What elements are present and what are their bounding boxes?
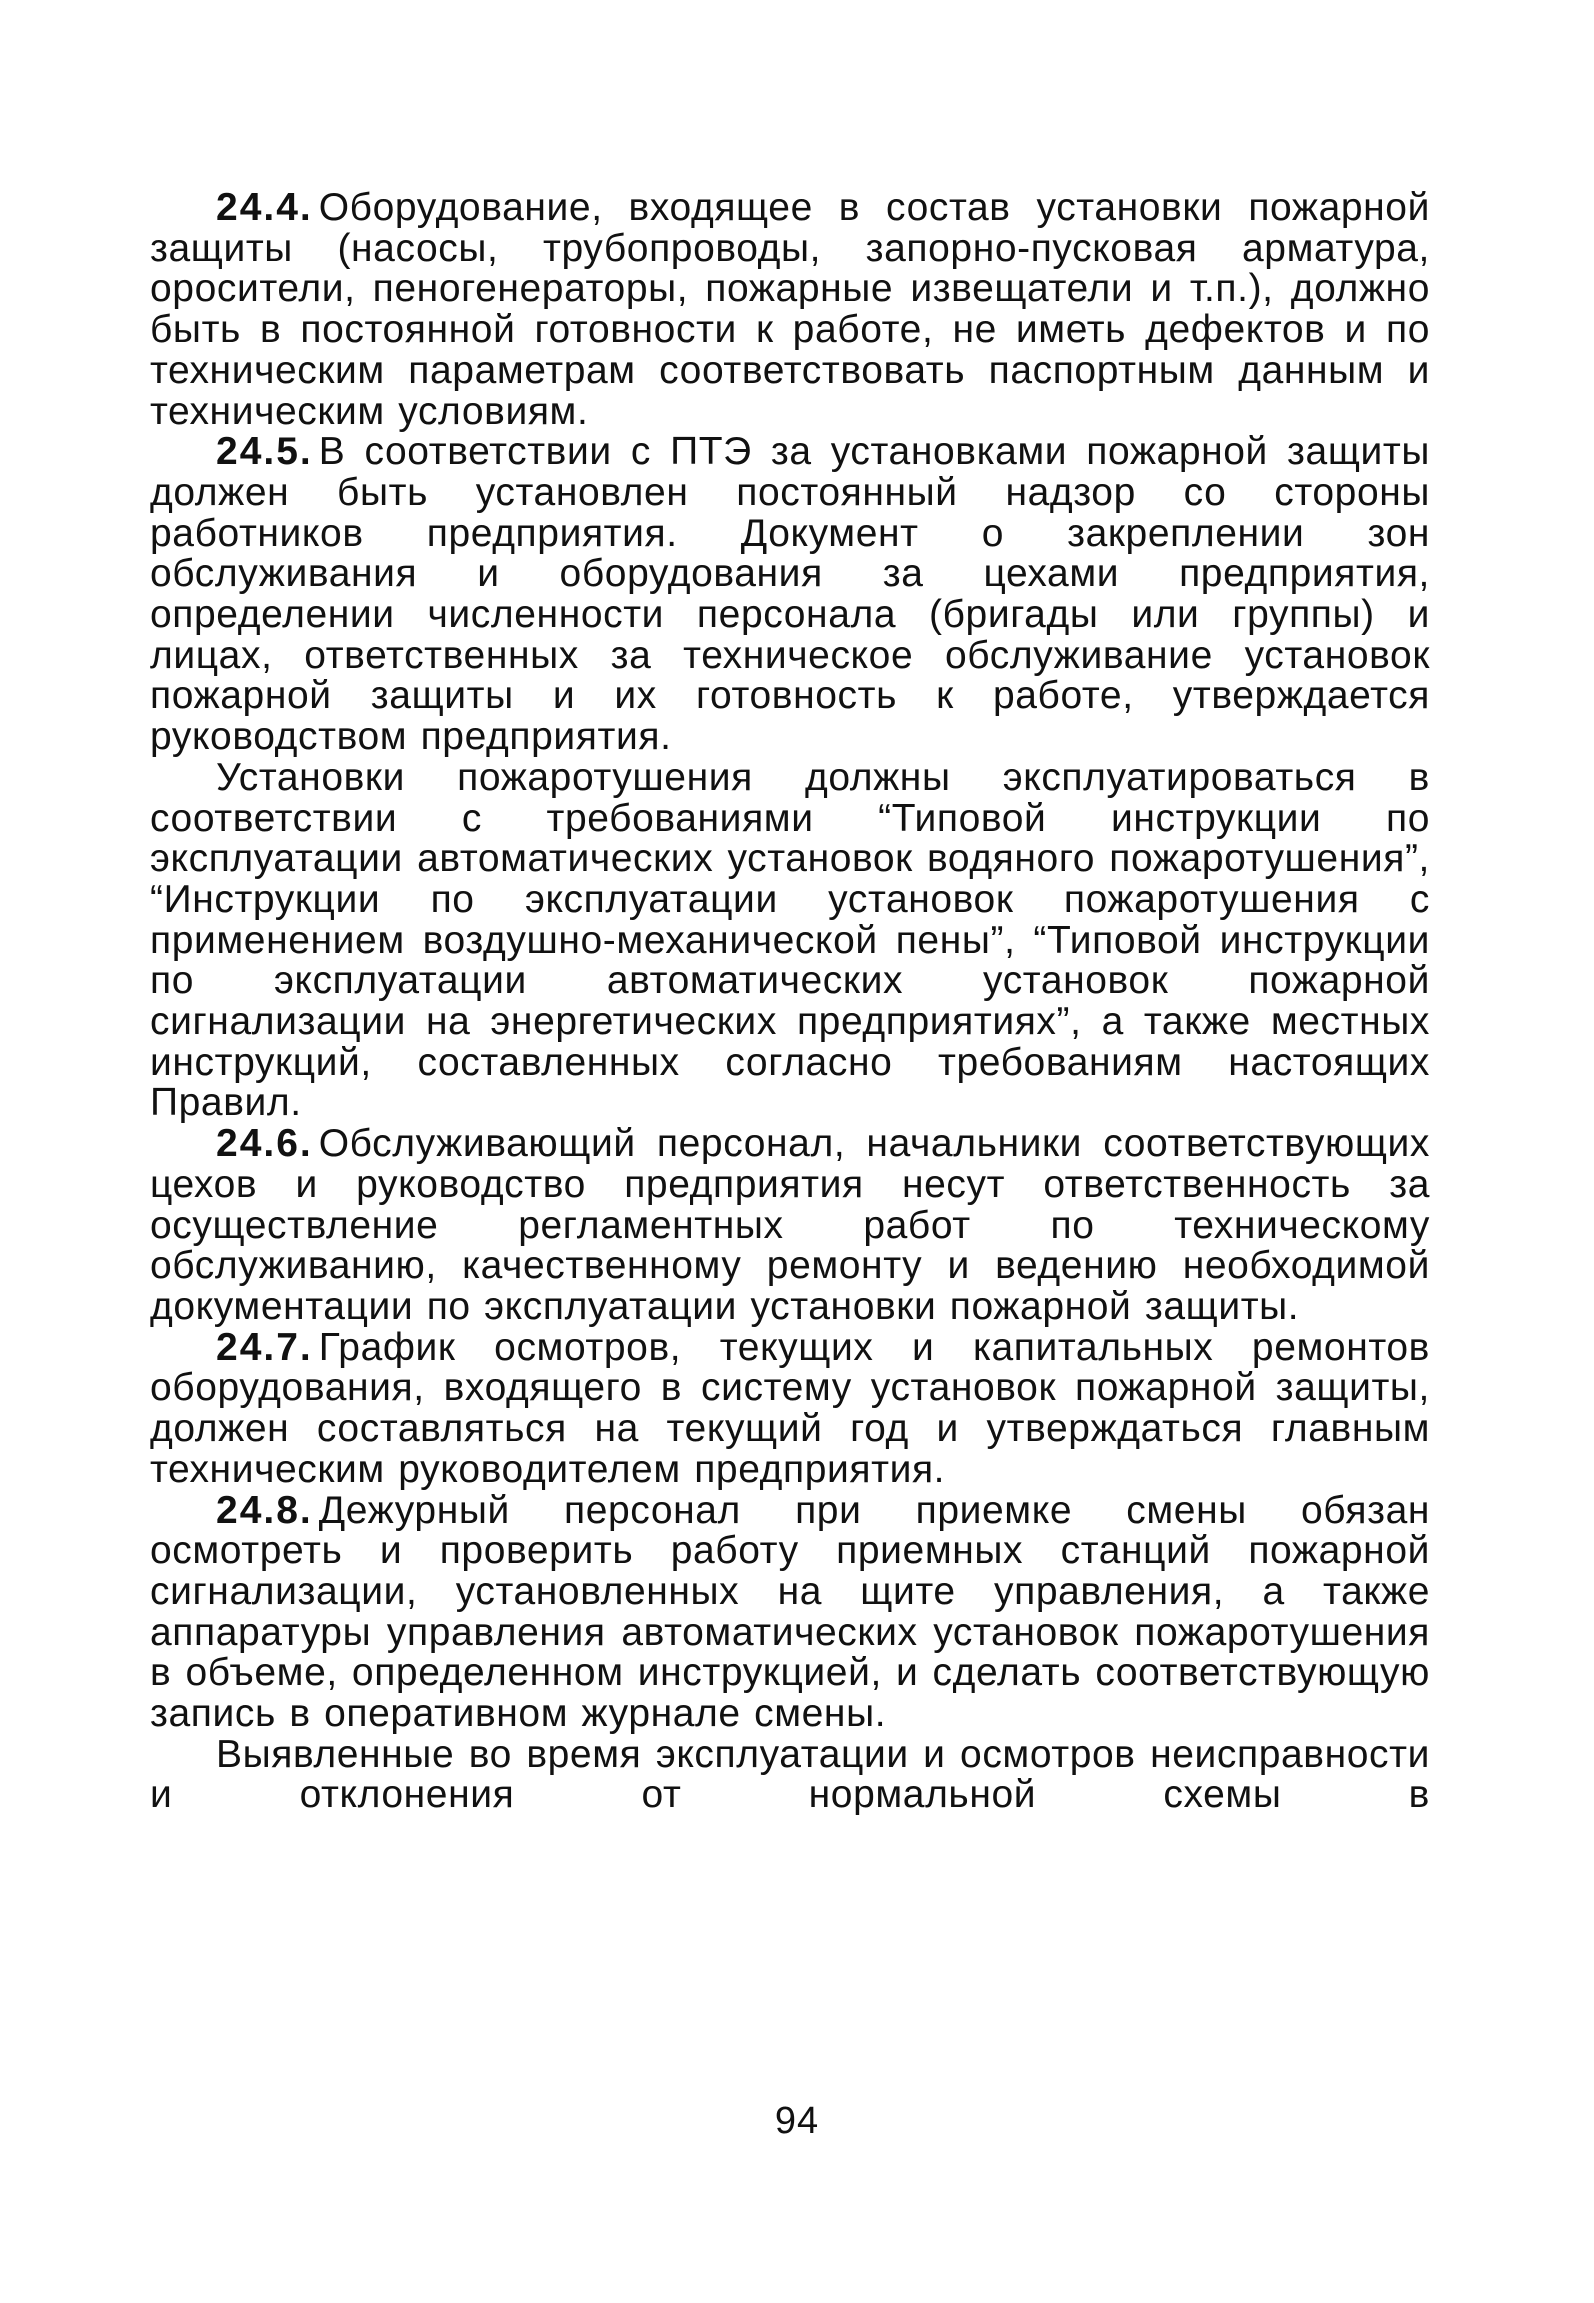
paragraph-detected-faults: [150, 1732, 1430, 1817]
paragraph-text: Выявленные во время эксплуатации и осмотров неисправности и отклонения от нормальной схемы в: [150, 1732, 1430, 1817]
paragraph-24-6: [150, 1124, 1430, 1328]
page-number: 94: [774, 2100, 820, 2142]
paragraph-24-8: [150, 1488, 1430, 1736]
paragraph-text: В соответствии с ПТЭ за установками пожарной защиты должен быть установлен постоянный надзор со стороны работников предприятия. Документ о закреплении зон обслуживания и оборудования за цехами предприятия, определении численности персонала (бригады или группы) и лицах, ответственных за техническое обслуживание установок пожарной защиты и их готовность к работе, утверждается руководством предприятия.: [150, 430, 1430, 759]
paragraph-number: 24.5.: [216, 430, 313, 474]
document-page: [150, 188, 1430, 1816]
paragraph-number: 24.8.: [216, 1488, 313, 1532]
paragraph-text: График осмотров, текущих и капитальных ремонтов оборудования, входящего в систему установок пожарной защиты, должен составляться на текущий год и утверждаться главным техническим руководителем предприятия.: [150, 1325, 1430, 1491]
paragraph-number: 24.7.: [216, 1325, 313, 1369]
paragraph-number: 24.6.: [216, 1122, 313, 1166]
paragraph-text: Установки пожаротушения должны эксплуатироваться в соответствии с требованиями “Типовой инструкции по эксплуатации автоматических установок водяного пожаротушения”, “Инструкции по эксплуатации установок пожаротушения с применением воздушно-механической пены”, “Типовой инструкции по эксплуатации автоматических установок пожарной сигнализации на энергетических предприятиях”, а также местных инструкций, составленных согласно требованиям настоящих Правил.: [150, 755, 1430, 1125]
paragraph-text: Дежурный персонал при приемке смены обязан осмотреть и проверить работу приемных станций пожарной сигнализации, установленных на щите управления, а также аппаратуры управления автоматических установок пожаротушения в объеме, определенном инструкцией, и сделать соответствующую запись в оперативном журнале смены.: [150, 1488, 1430, 1736]
paragraph-text: Обслуживающий персонал, начальники соответствующих цехов и руководство предприятия несут ответственность за осуществление регламентных работ по техническому обслуживанию, качественному ремонту и ведению необходимой документации по эксплуатации установки пожарной защиты.: [150, 1122, 1430, 1328]
paragraph-fire-extinguishing-installations: [150, 755, 1430, 1125]
paragraph-24-4: [150, 188, 1430, 432]
paragraph-24-7: [150, 1325, 1430, 1491]
paragraph-24-5: [150, 432, 1430, 758]
paragraph-text: Оборудование, входящее в состав установки пожарной защиты (насосы, трубопроводы, запорно-пусковая арматура, оросители, пеногенераторы, пожарные извещатели и т.п.), должно быть в постоянной готовности к работе, не иметь дефектов и по техническим параметрам соответствовать паспортным данным и техническим условиям.: [150, 186, 1430, 433]
paragraph-number: 24.4.: [216, 186, 313, 229]
